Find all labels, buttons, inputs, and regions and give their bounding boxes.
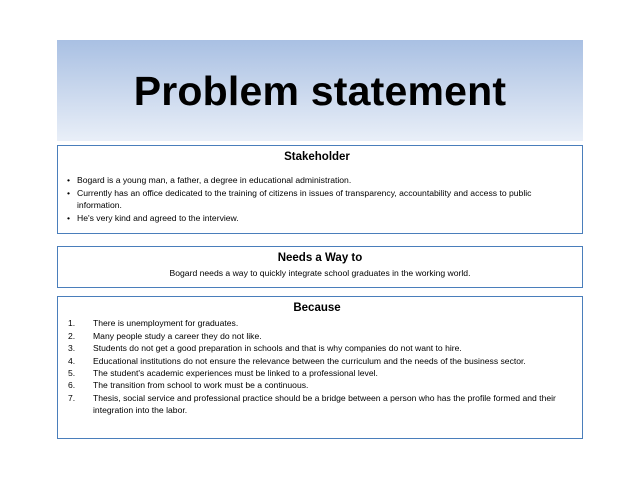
because-list bbox=[64, 317, 570, 416]
stakeholder-box bbox=[57, 145, 583, 234]
list-item: 5. The student's academic experiences must be linked to a professional level. bbox=[68, 368, 378, 379]
need-box bbox=[57, 246, 583, 288]
stakeholder-list bbox=[64, 174, 570, 224]
list-item: 3. Students do not get a good preparation in schools and that is why companies do not want to hire. bbox=[68, 343, 462, 354]
because-box bbox=[57, 296, 583, 439]
list-item: 1. There is unemployment for graduates. bbox=[68, 318, 239, 329]
title-banner bbox=[57, 40, 583, 141]
because-heading: Because bbox=[293, 302, 341, 314]
list-item: 4. Educational institutions do not ensure the relevance between the curriculum and the needs of the business sector. bbox=[68, 355, 526, 366]
need-text: Bogard needs a way to quickly integrate school graduates in the working world. bbox=[169, 268, 471, 279]
page-title: Problem statement bbox=[133, 68, 507, 114]
need-heading: Needs a Way to bbox=[277, 252, 363, 264]
list-item: 2. Many people study a career they do not like. bbox=[68, 330, 262, 341]
list-item: • Currently has an office dedicated to the training of citizens in issues of transparency, accountability and access to public information. bbox=[67, 187, 532, 211]
stakeholder-heading: Stakeholder bbox=[284, 151, 350, 163]
list-item: • He's very kind and agreed to the interview. bbox=[67, 212, 239, 223]
list-item: 7. Thesis, social service and professional practice should be a bridge between a person who has the profile formed and their integration into the labor. bbox=[68, 392, 556, 416]
list-item: 6. The transition from school to work must be a continuous. bbox=[68, 380, 309, 391]
list-item: • Bogard is a young man, a father, a degree in educational administration. bbox=[67, 175, 352, 186]
